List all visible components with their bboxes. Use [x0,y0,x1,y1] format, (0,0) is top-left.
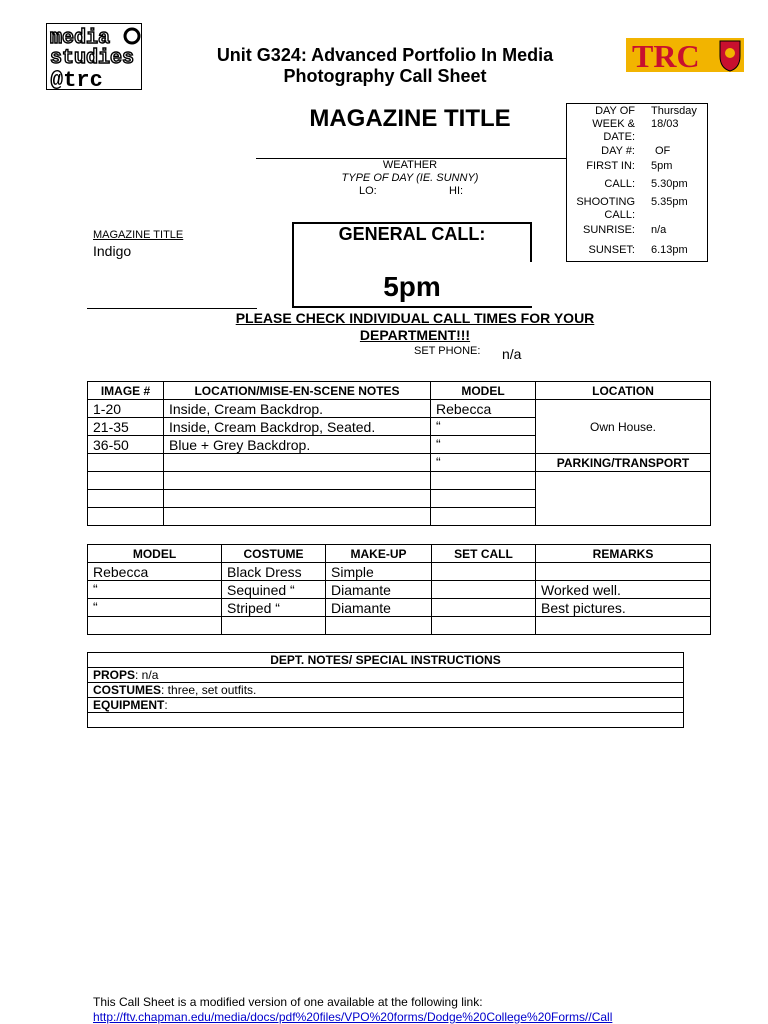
props-value: : n/a [135,668,159,682]
table-row [88,563,711,581]
schedule-value: n/a [651,224,667,236]
trc-logo-text: TRC [632,38,700,72]
magazine-title-value: Indigo [93,243,132,259]
column-header: LOCATION [536,382,711,400]
table-cell: 1-20 [88,400,164,418]
table-row [88,400,711,418]
schedule-value: Thursday [651,105,697,117]
ms-logo-line3: @trc [50,68,103,89]
equipment-value: : [164,698,168,712]
table-cell [88,713,684,728]
footer-note: This Call Sheet is a modified version of one available at the following link: [93,995,483,1009]
table-cell [164,472,431,490]
table-cell [432,617,536,635]
schedule-value: OF [655,145,671,157]
table-row [88,454,711,472]
table-cell [431,472,536,490]
table-row [88,683,684,698]
table-row [88,599,711,617]
schedule-label: DATE: [603,131,635,143]
table-cell: “ [88,581,222,599]
table-cell [432,563,536,581]
props-row [88,668,684,683]
table-cell [164,508,431,526]
table-cell [88,490,164,508]
media-studies-logo [46,23,142,90]
costumes-label: COSTUMES [93,683,162,697]
table-cell: Simple [326,563,432,581]
table-cell [432,581,536,599]
table-cell: Inside, Cream Backdrop. [164,400,431,418]
general-call-time: 5pm [383,271,441,302]
general-call-label: GENERAL CALL: [338,224,486,244]
table-row [88,581,711,599]
table-header-row [88,653,684,668]
schedule-value: 6.13pm [651,244,688,256]
title-line-2: Photography Call Sheet [283,66,487,86]
table-cell: Sequined “ [222,581,326,599]
schedule-box [566,103,708,262]
hi-label: HI: [449,185,464,197]
table-cell: Rebecca [431,400,536,418]
column-header: LOCATION/MISE-EN-SCENE NOTES [164,382,431,400]
table-cell: “ [88,599,222,617]
table-cell: Diamante [326,599,432,617]
table-row [88,617,711,635]
table-cell: Worked well. [536,581,711,599]
type-of-day-label: TYPE OF DAY (IE. SUNNY) [341,172,479,184]
cast-table [87,544,711,635]
document-title [150,45,620,87]
table-cell: Best pictures. [536,599,711,617]
trc-logo [626,38,744,72]
table-header-row [88,382,711,400]
dept-notes-header: DEPT. NOTES/ SPECIAL INSTRUCTIONS [88,653,684,668]
table-cell [164,490,431,508]
set-phone-label: SET PHONE: [414,345,481,357]
table-cell [164,454,431,472]
schedule-label: CALL: [604,209,635,221]
table-cell: “ [431,418,536,436]
schedule-value: 18/03 [651,118,679,130]
dept-notes-table [87,652,684,728]
schedule-label: FIRST IN: [586,160,635,172]
column-header: COSTUME [222,545,326,563]
table-row [88,472,711,490]
column-header: MODEL [431,382,536,400]
divider [87,308,257,309]
table-cell: Blue + Grey Backdrop. [164,436,431,454]
schedule-label: SUNRISE: [583,224,635,236]
table-cell: Rebecca [88,563,222,581]
equipment-label: EQUIPMENT [93,698,165,712]
ms-logo-line2: studies [50,47,135,70]
table-cell [326,617,432,635]
costumes-value: : three, set outfits. [161,683,257,697]
table-cell: Striped “ [222,599,326,617]
column-header: MODEL [88,545,222,563]
source-link[interactable]: http://ftv.chapman.edu/media/docs/pdf%20files/VPO%20forms/Dodge%20College%20Forms//Call [93,1010,613,1024]
column-header: IMAGE # [88,382,164,400]
equipment-row [88,698,684,713]
location-value: Own House. [536,400,711,454]
table-cell [536,617,711,635]
weather-label: WEATHER [382,159,438,171]
column-header: MAKE-UP [326,545,432,563]
ms-logo-line1: media [50,27,111,50]
magazine-title-heading: MAGAZINE TITLE [309,105,511,132]
schedule-label: DAY #: [601,145,635,157]
table-cell [431,490,536,508]
table-row [88,698,684,713]
lo-label: LO: [359,185,377,197]
table-cell: “ [431,436,536,454]
table-cell [432,599,536,617]
magazine-title-label: MAGAZINE TITLE [93,229,184,241]
table-cell [88,472,164,490]
table-row [88,668,684,683]
image-schedule-table [87,381,711,526]
table-cell: Inside, Cream Backdrop, Seated. [164,418,431,436]
schedule-value: 5pm [651,160,673,172]
title-line-1: Unit G324: Advanced Portfolio In Media [216,45,554,65]
table-cell: 21-35 [88,418,164,436]
table-cell: 36-50 [88,436,164,454]
table-cell: Black Dress [222,563,326,581]
schedule-value: 5.30pm [651,178,688,190]
column-header: REMARKS [536,545,711,563]
department-notice: PLEASE CHECK INDIVIDUAL CALL TIMES FOR YOUR DEPARTMENT!!! [235,310,595,343]
schedule-label: SUNSET: [588,244,635,256]
props-label: PROPS [93,668,136,682]
schedule-value: 5.35pm [651,196,688,208]
table-row [88,713,684,728]
parking-transport-value [536,472,711,526]
column-header: SET CALL [432,545,536,563]
schedule-label: CALL: [604,178,635,190]
table-cell: Diamante [326,581,432,599]
parking-transport-header: PARKING/TRANSPORT [536,454,711,472]
table-cell [431,508,536,526]
table-cell [88,508,164,526]
table-header-row [88,545,711,563]
table-cell [88,617,222,635]
table-cell: “ [431,454,536,472]
set-phone-value: n/a [502,346,522,362]
table-cell [222,617,326,635]
schedule-label: DAY OF [595,105,635,117]
table-cell [88,454,164,472]
table-cell [536,563,711,581]
schedule-label: SHOOTING [576,196,635,208]
schedule-label: WEEK & [592,118,635,130]
costumes-row [88,683,684,698]
